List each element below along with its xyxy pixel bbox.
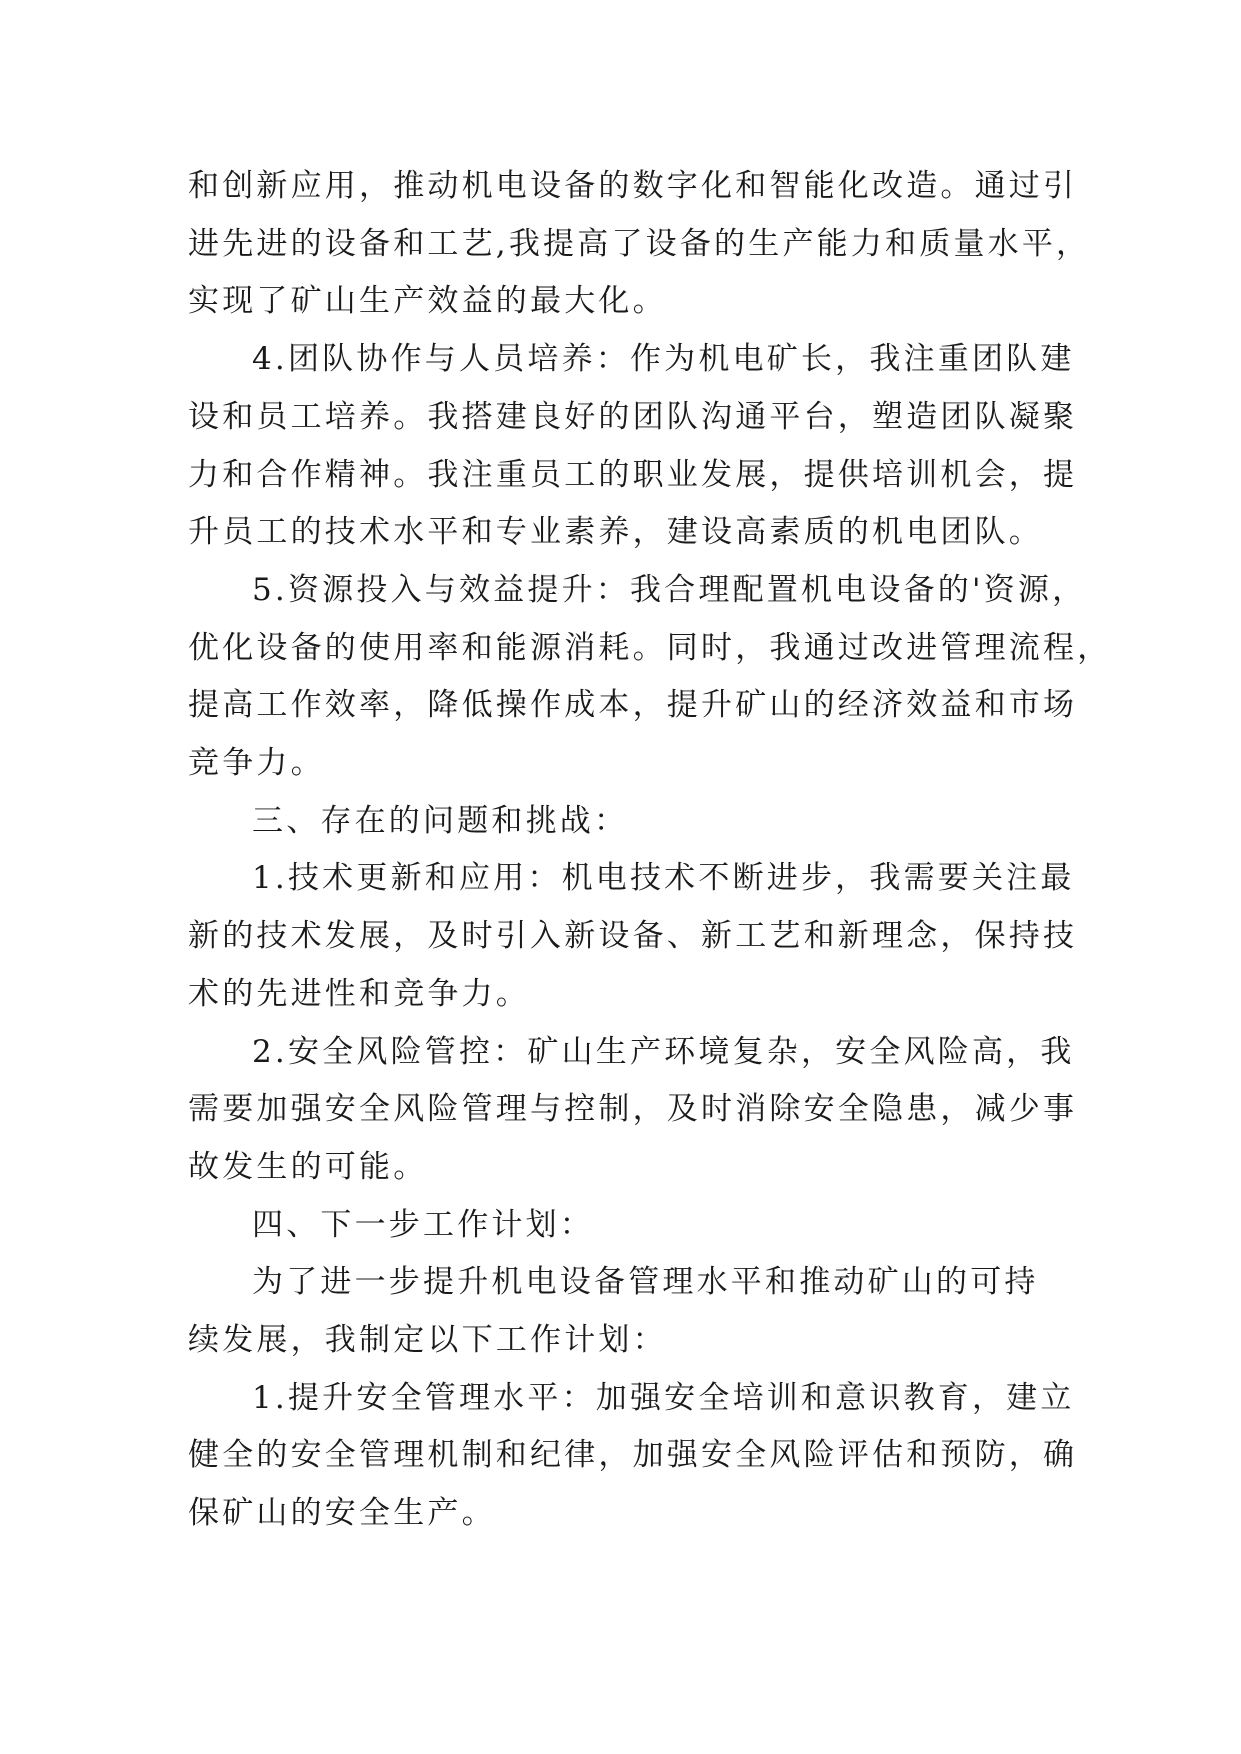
text-line: 设和员工培养。我搭建良好的团队沟通平台，塑造团队凝聚: [188, 398, 1078, 435]
text-line: 竞争力。: [188, 745, 325, 782]
text-line: 保矿山的安全生产。: [188, 1495, 496, 1532]
paragraph-plan-intro: [188, 1254, 1068, 1369]
paragraph-continuation: [188, 158, 1091, 331]
text-line: 1.技术更新和应用：机电技术不断进步，我需要关注最: [252, 860, 1075, 897]
text-line: 优化设备的使用率和能源消耗。同时，我通过改进管理流程，: [188, 629, 1112, 666]
text-line: 2.安全风险管控：矿山生产环境复杂，安全风险高，我: [252, 1033, 1075, 1070]
text-line: 5.资源投入与效益提升：我合理配置机电设备的'资源，: [252, 571, 1087, 608]
text-line: 升员工的技术水平和专业素养，建设高素质的机电团队。: [188, 514, 1043, 551]
text-line: 三、存在的问题和挑战：: [252, 802, 629, 839]
text-line: 力和合作精神。我注重员工的职业发展，提供培训机会，提: [188, 456, 1078, 493]
section-heading-next-plan: [188, 1197, 1068, 1255]
text-line: 为了进一步提升机电设备管理水平和推动矿山的可持: [252, 1264, 1039, 1301]
text-line: 健全的安全管理机制和纪律，加强安全风险评估和预防，确: [188, 1437, 1078, 1474]
text-line: 术的先进性和竞争力。: [188, 975, 530, 1012]
document-body: [188, 158, 1112, 1543]
paragraph-resource-investment: [188, 562, 1112, 793]
text-line: 续发展，我制定以下工作计划：: [188, 1322, 667, 1359]
paragraph-safety-management: [188, 1370, 1078, 1543]
paragraph-tech-update: [188, 850, 1078, 1023]
paragraph-safety-risk: [188, 1024, 1078, 1197]
text-line: 四、下一步工作计划：: [252, 1206, 594, 1243]
text-line: 和创新应用，推动机电设备的数字化和智能化改造。通过引: [188, 168, 1078, 204]
text-line: 4.团队协作与人员培养：作为机电矿长，我注重团队建: [252, 341, 1075, 378]
text-line: 新的技术发展，及时引入新设备、新工艺和新理念，保持技: [188, 918, 1078, 955]
text-line: 1.提升安全管理水平：加强安全培训和意识教育，建立: [252, 1379, 1075, 1416]
text-line: 提高工作效率，降低操作成本，提升矿山的经济效益和市场: [188, 687, 1078, 724]
text-line: 实现了矿山生产效益的最大化。: [188, 283, 667, 320]
text-line: 故发生的可能。: [188, 1148, 428, 1185]
text-line: 需要加强安全风险管理与控制，及时消除安全隐患，减少事: [188, 1091, 1078, 1128]
section-heading-problems: [188, 793, 1068, 851]
paragraph-team-collaboration: [188, 331, 1078, 562]
text-line: 进先进的设备和工艺,我提高了设备的生产能力和质量水平，: [188, 225, 1091, 262]
